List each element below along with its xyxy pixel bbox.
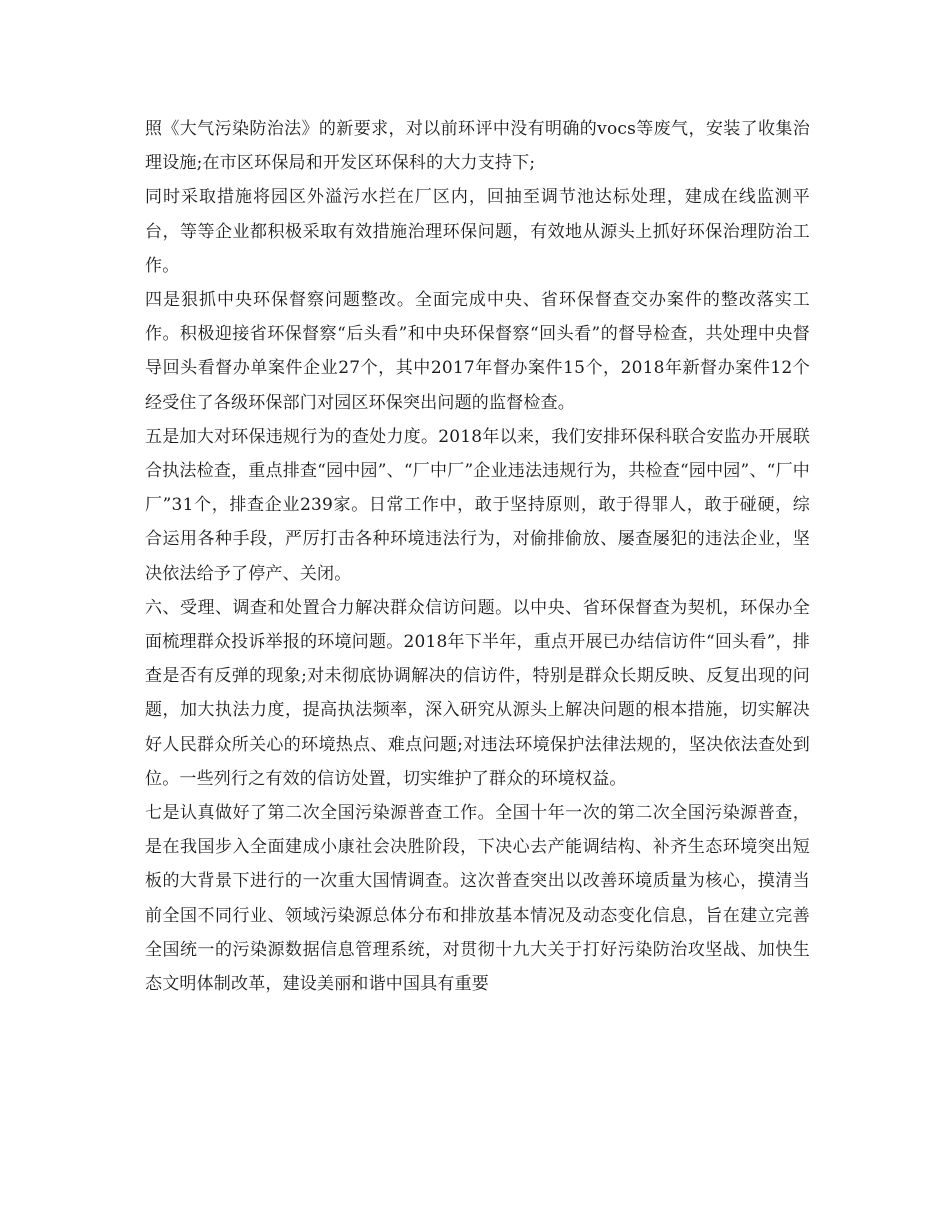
- paragraph-pollution-census: 七是认真做好了第二次全国污染源普查工作。全国十年一次的第二次全国污染源普查，是在我国步入全面建成小康社会决胜阶段，下决心去产能调结构、补齐生态环境突出短板的大背景下进行的一次重大国情调查。这次普查突出以改善环境质量为核心，摸清当前全国不同行业、领域污染源总体分布和排放基本情况及动态变化信息，旨在建立完善全国统一的污染源数据信息管理系统，对贯彻十九大关于打好污染防治攻坚战、加快生态文明体制改革，建设美丽和谐中国具有重要: [145, 803, 810, 995]
- paragraph-violation-enforcement: 五是加大对环保违规行为的查处力度。2018年以来，我们安排环保科联合安监办开展联合执法检查，重点排查“园中园”、“厂中厂”企业违法违规行为，共检查“园中园”、“厂中厂”31个，排查企业239家。日常工作中，敢于坚持原则，敢于得罪人，敢于碰硬，综合运用各种手段，严厉打击各种环境违法行为，对偷排偷放、屡查屡犯的违法企业，坚决依法给予了停产、关闭。: [145, 426, 810, 584]
- document-body: [145, 112, 810, 1001]
- paragraph-petition-handling: 六、受理、调查和处置合力解决群众信访问题。以中央、省环保督查为契机，环保办全面梳理群众投诉举报的环境问题。2018年下半年，重点开展已办结信访件“回头看”，排查是否有反弹的现象;对未彻底协调解决的信访件，特别是群众长期反映、反复出现的问题，加大执法力度，提高执法频率，深入研究从源头上解决问题的根本措施，切实解决好人民群众所关心的环境热点、难点问题;对违法环境保护法律法规的，坚决依法查处到位。一些列行之有效的信访处置，切实维护了群众的环境权益。: [145, 597, 810, 789]
- paragraph-vocs-treatment: 照《大气污染防治法》的新要求，对以前环评中没有明确的vocs等废气，安装了收集治理设施;在市区环保局和开发区环保科的大力支持下;: [145, 119, 810, 174]
- paragraph-wastewater-control: 同时采取措施将园区外溢污水拦在厂区内，回抽至调节池达标处理，建成在线监测平台，等等企业都积极采取有效措施治理环保问题，有效地从源头上抓好环保治理防治工作。: [145, 187, 810, 276]
- paragraph-central-inspection: 四是狠抓中央环保督察问题整改。全面完成中央、省环保督查交办案件的整改落实工作。积极迎接省环保督察“后头看”和中央环保督察“回头看”的督导检查，共处理中央督导回头看督办单案件企业27个，其中2017年督办案件15个，2018年新督办案件12个经受住了各级环保部门对园区环保突出问题的监督检查。: [145, 290, 810, 413]
